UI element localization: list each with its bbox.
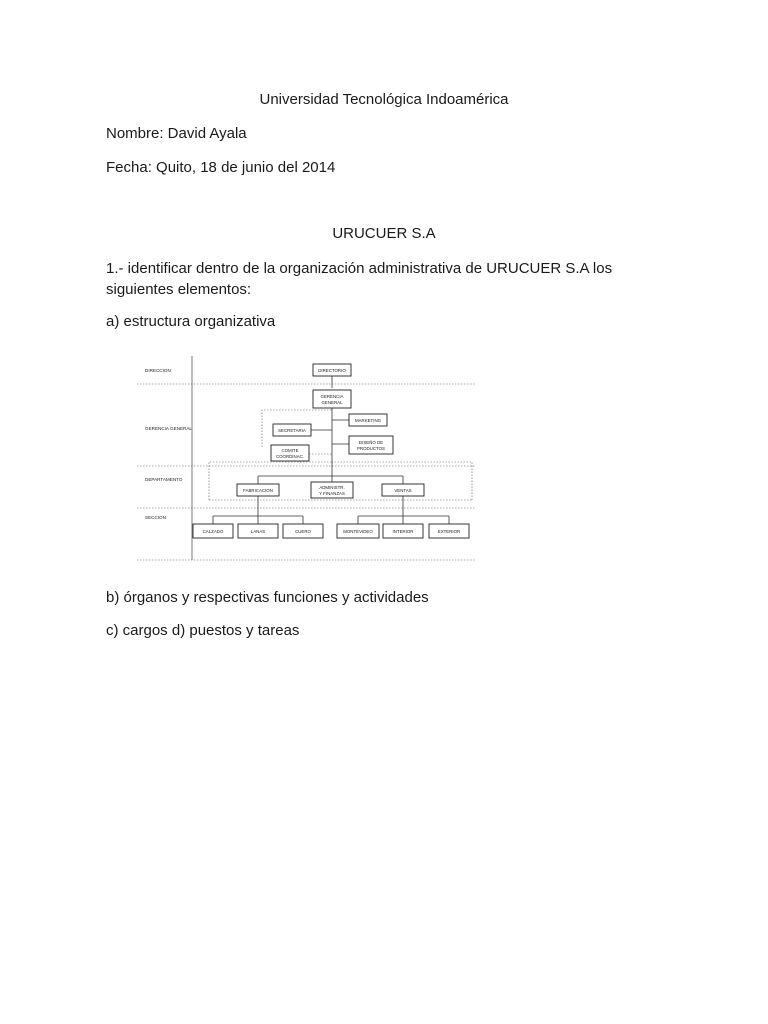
node-calzado-label: CALZADO [202,529,224,534]
node-lanas-label: LANAS [250,529,266,534]
node-diseno-productos-label-1: DISEÑO DE [358,440,384,445]
node-administ-finanzas-label-2: Y FINANZAS [319,491,345,496]
node-comite-coordinac-label-2: COORDINAC. [275,454,305,459]
item-a-organizational-structure: a) estructura organizativa [106,313,276,330]
level-label-departamento: DEPARTAMENTO [145,477,183,482]
node-exterior-label: EXTERIOR [437,529,461,534]
node-montevideo-label: MONTEVIDEO [343,529,373,534]
node-gerencia-general [313,390,351,408]
node-secretaria-label: SECRETARIA [278,428,306,433]
node-administ-finanzas-label-1: ADMINISTR. [319,485,345,490]
student-name: Nombre: David Ayala [106,125,247,142]
university-title: Universidad Tecnológica Indoamérica [259,91,509,108]
org-chart-figure [137,352,477,564]
node-diseno-productos [349,436,393,454]
node-fabricacion-label: FABRICACION [243,488,273,493]
node-comite-coordinac-label-1: COMITE [281,448,299,453]
level-label-direccion: DIRECCION [145,368,171,373]
node-directorio-label: DIRECTORIO [318,368,346,373]
node-marketing-label: MARKETING [354,418,382,423]
node-cuero-label: CUERO [295,529,311,534]
node-interior-label: INTERIOR [392,529,414,534]
level-label-gerencia-general: GERENCIA GENERAL [145,426,192,431]
question-1: 1.- identificar dentro de la organización administrativa de URUCUER S.A los siguientes elementos: [106,260,613,298]
node-ventas-label: VENTAS [394,488,412,493]
node-gerencia-general-label-1: GERENCIA [320,394,344,399]
item-c-positions-tasks: c) cargos d) puestos y tareas [106,622,300,639]
node-gerencia-general-label-2: GENERAL [321,400,343,405]
item-b-organs-functions: b) órganos y respectivas funciones y actividades [106,589,429,606]
node-diseno-productos-label-2: PRODUCTOS [357,446,385,451]
company-title: URUCUER S.A [332,225,436,242]
date-line: Fecha: Quito, 18 de junio del 2014 [106,159,336,176]
level-label-seccion: SECCION [145,515,166,520]
